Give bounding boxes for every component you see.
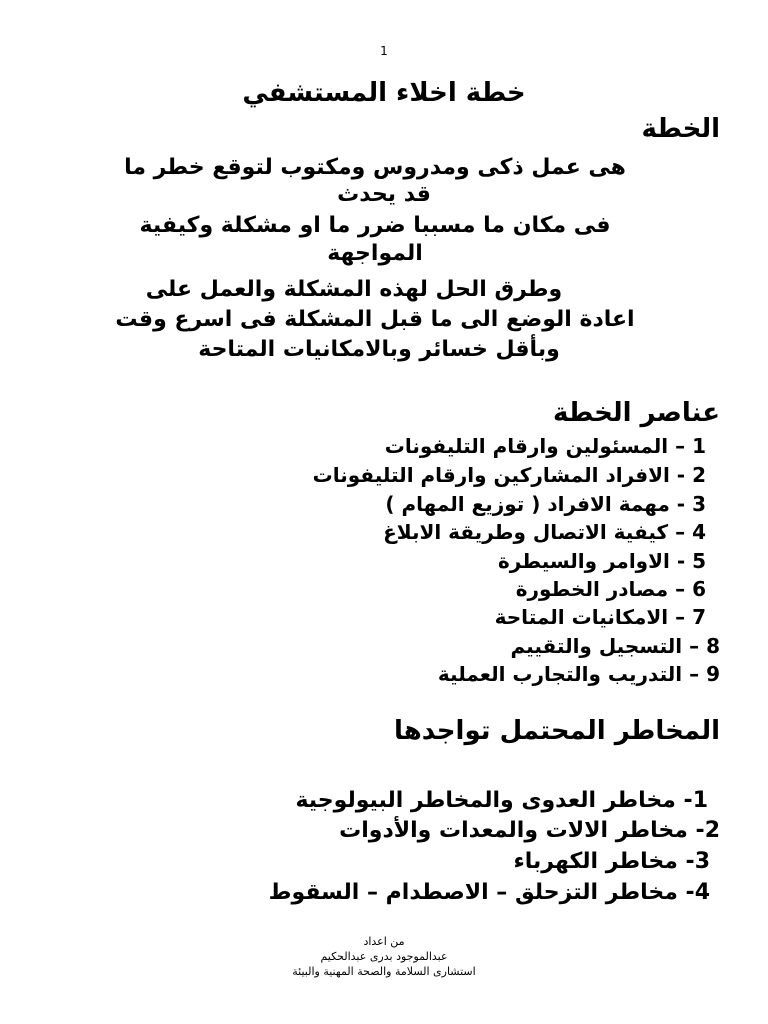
plan-definition-line: قد يحدث: [337, 182, 431, 207]
list-item: 3- مخاطر الكهرباء: [513, 849, 710, 874]
list-item: 1- مخاطر العدوى والمخاطر البيولوجية: [295, 788, 708, 813]
list-item: 1 – المسئولين وارقام التليفونات: [384, 434, 706, 458]
list-item: 3 - مهمة الافراد ( توزيع المهام ): [385, 492, 706, 516]
list-item: 8 – التسجيل والتقييم: [510, 634, 720, 658]
plan-definition-line: وبأقل خسائر وبالامكانيات المتاحة: [198, 337, 560, 362]
list-item: 5 - الاوامر والسيطرة: [497, 549, 706, 573]
footer-prepared-by: من اعداد: [363, 935, 405, 948]
list-item: 4- مخاطر التزحلق – الاصطدام – السقوط: [268, 880, 710, 905]
document-title: خطة اخلاء المستشفي: [242, 78, 526, 108]
plan-definition-line: وطرق الحل لهذه المشكلة والعمل على: [145, 277, 563, 302]
plan-definition-line: هى عمل ذكى ومدروس ومكتوب لتوقع خطر ما: [124, 155, 626, 180]
risks-heading: المخاطر المحتمل تواجدها: [394, 716, 720, 746]
list-item: 4 – كيفية الاتصال وطريقة الابلاغ: [383, 520, 706, 544]
plan-definition-line: فى مكان ما مسببا ضرر ما او مشكلة وكيفية: [139, 213, 611, 238]
plan-definition-line: اعادة الوضع الى ما قبل المشكلة فى اسرع وقت: [115, 307, 635, 332]
list-item: 7 – الامكانيات المتاحة: [494, 605, 706, 629]
list-item: 9 – التدريب والتجارب العملية: [437, 662, 720, 686]
plan-definition-line: المواجهة: [327, 241, 423, 266]
elements-heading: عناصر الخطة: [553, 398, 720, 428]
footer-author-name: عبدالموجود بدرى عبدالحكيم: [320, 950, 448, 963]
plan-heading: الخطة: [641, 114, 720, 144]
page-number: 1: [380, 44, 388, 58]
list-item: 2- مخاطر الالات والمعدات والأدوات: [339, 818, 720, 843]
list-item: 6 – مصادر الخطورة: [515, 577, 706, 601]
footer-author-title: استشارى السلامة والصحة المهنية والبيئة: [292, 965, 476, 978]
list-item: 2 - الافراد المشاركين وارقام التليفونات: [312, 463, 706, 487]
